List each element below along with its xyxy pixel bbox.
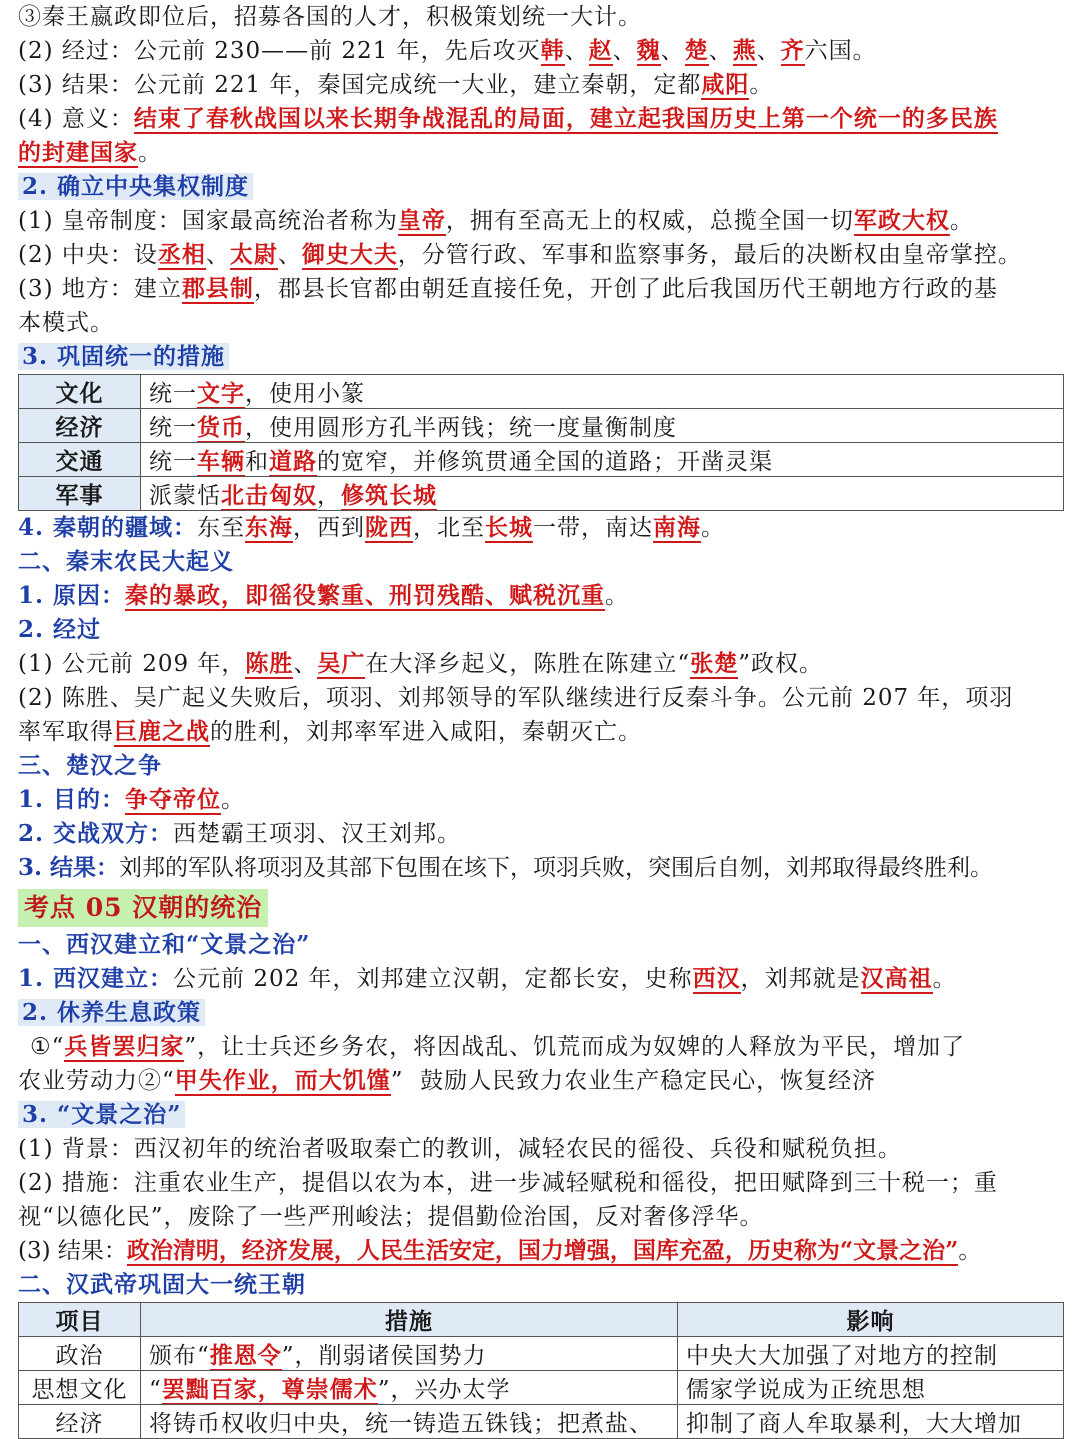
key-term: 吴广 — [317, 650, 366, 677]
key-term: 推恩令 — [209, 1342, 282, 1369]
key-term: 甲失作业，而大饥馑 — [174, 1067, 391, 1094]
key-term: 北击匈奴 — [221, 482, 317, 509]
key-term: 巨鹿之战 — [114, 718, 210, 745]
text-line: 本模式。 — [18, 310, 114, 336]
text-line: (3) 结果：政治清明，经济发展，人民生活安定，国力增强，国库充盈，历史称为“文景之治”。 — [18, 1237, 982, 1264]
section-heading: 4. 秦朝的疆域： — [18, 514, 198, 541]
table-cell: 儒家学说成为正统思想 — [678, 1371, 1064, 1405]
section-heading: 2. 经过 — [18, 616, 102, 643]
key-term: 结束了春秋战国以来长期争战混乱的局面，建立起我国历史上第一个统一的多民族 — [133, 105, 998, 132]
key-term: 政治清明，经济发展，人民生活安定，国力增强，国库充盈，历史称为“文景之治” — [126, 1237, 959, 1264]
section-heading: 3. “文景之治” — [18, 1098, 1062, 1132]
text-line: 1. 目的：争夺帝位。 — [18, 786, 246, 813]
key-term: 张楚 — [690, 650, 739, 677]
row-header: 文化 — [19, 375, 141, 409]
key-term: 韩 — [540, 37, 565, 64]
table-cell: 政治 — [19, 1337, 141, 1371]
table-cell: 统一文字，使用小篆 — [141, 375, 1064, 409]
section-heading: 3. 结果： — [18, 854, 120, 881]
key-term: 汉高祖 — [860, 965, 933, 992]
table-row — [19, 1337, 1064, 1371]
key-term: 西汉 — [692, 965, 741, 992]
section-heading: 1. 目的： — [18, 786, 126, 813]
text-line: 1. 西汉建立：公元前 202 年，刘邦建立汉朝，定都长安，史称西汉，刘邦就是汉高祖。 — [18, 965, 957, 992]
section-title: 三、楚汉之争 — [18, 752, 162, 779]
table-row — [19, 375, 1064, 409]
key-term: 南海 — [653, 514, 702, 541]
text-line: 农业劳动力②“甲失作业，而大饥馑” 鼓励人民致力农业生产稳定民心，恢复经济 — [18, 1067, 877, 1094]
table-row — [19, 1371, 1064, 1405]
key-term: 东海 — [245, 514, 294, 541]
table-cell: 统一货币，使用圆形方孔半两钱；统一度量衡制度 — [141, 409, 1064, 443]
table-cell: 派蒙恬北击匈奴，修筑长城 — [141, 477, 1064, 511]
key-term: 秦的暴政，即徭役繁重、刑罚残酷、赋税沉重 — [125, 582, 606, 609]
row-header: 交通 — [19, 443, 141, 477]
table-row — [19, 443, 1064, 477]
key-term: 魏 — [636, 37, 661, 64]
key-term: 咸阳 — [701, 71, 750, 98]
key-term: 文字 — [197, 380, 245, 407]
section-heading: 1. 原因： — [18, 582, 126, 609]
table-cell: 抑制了商人牟取暴利，大大增加 — [678, 1405, 1064, 1439]
text-line: (2) 措施：注重农业生产，提倡以农为本，进一步减轻赋税和徭役，把田赋降到三十税一；重 — [18, 1170, 998, 1196]
key-term: 罢黜百家，尊崇儒术 — [161, 1376, 378, 1403]
key-term: 长城 — [485, 514, 534, 541]
table-cell: 思想文化 — [19, 1371, 141, 1405]
text-line: (1) 背景：西汉初年的统治者吸取秦亡的教训，减轻农民的徭役、兵役和赋税负担。 — [18, 1136, 902, 1162]
key-term: 楚 — [684, 37, 709, 64]
emperor-wu-table — [18, 1302, 1064, 1439]
key-term: 太尉 — [229, 241, 278, 268]
table-row — [19, 477, 1064, 511]
text-line: 3. 结果：刘邦的军队将项羽及其部下包围在垓下，项羽兵败，突围后自刎，刘邦取得最终胜利。 — [18, 854, 994, 881]
key-term: 军政大权 — [853, 207, 950, 234]
text-line: 4. 秦朝的疆域：东至东海，西到陇西，北至长城一带，南达南海。 — [18, 514, 726, 541]
section-heading: 3. 巩固统一的措施 — [18, 340, 1062, 374]
text-line: ③秦王嬴政即位后，招募各国的人才，积极策划统一大计。 — [18, 4, 642, 30]
key-term: 货币 — [197, 414, 245, 441]
column-header: 影响 — [678, 1303, 1064, 1337]
section-heading: 2. 休养生息政策 — [18, 996, 1062, 1030]
text-line: (1) 公元前 209 年，陈胜、吴广在大泽乡起义，陈胜在陈建立“张楚”政权。 — [18, 650, 823, 677]
text-line: (2) 陈胜、吴广起义失败后，项羽、刘邦领导的军队继续进行反秦斗争。公元前 207 年，项羽 — [18, 685, 1014, 711]
topic-heading: 考点 05 汉朝的统治 — [18, 885, 1062, 928]
column-header: 措施 — [141, 1303, 678, 1337]
key-term: 郡县制 — [181, 275, 254, 302]
text-line: 视“以德化民”，废除了一些严刑峻法；提倡勤俭治国，反对奢侈浮华。 — [18, 1204, 764, 1230]
section-title: 二、秦末农民大起义 — [18, 548, 234, 575]
table-cell: 经济 — [19, 1405, 141, 1439]
table-cell: 将铸币权收归中央，统一铸造五铢钱；把煮盐、 — [141, 1405, 678, 1439]
text-line: (3) 结果：公元前 221 年，秦国完成统一大业，建立秦朝，定都咸阳。 — [18, 71, 774, 98]
table-cell: 中央大大加强了对地方的控制 — [678, 1337, 1064, 1371]
key-term: 陈胜 — [245, 650, 294, 677]
measures-table — [18, 374, 1064, 511]
text-line: ①“兵皆罢归家”，让士兵还乡务农，将因战乱、饥荒而成为奴婢的人释放为平民，增加了 — [30, 1033, 966, 1060]
text-line: (2) 中央：设丞相、太尉、御史大夫，分管行政、军事和监察事务，最后的决断权由皇帝掌控。 — [18, 241, 1022, 268]
section-heading: 1. 西汉建立： — [18, 965, 174, 992]
row-header: 军事 — [19, 477, 141, 511]
text-line: (4) 意义：结束了春秋战国以来长期争战混乱的局面，建立起我国历史上第一个统一的多民族 — [18, 105, 998, 132]
key-term: 修筑长城 — [341, 482, 437, 509]
text-line: (1) 皇帝制度：国家最高统治者称为皇帝，拥有至高无上的权威，总揽全国一切军政大权。 — [18, 207, 974, 234]
table-header-row — [19, 1303, 1064, 1337]
table-cell: “罢黜百家，尊崇儒术”，兴办太学 — [141, 1371, 678, 1405]
key-term: 赵 — [588, 37, 613, 64]
row-header: 经济 — [19, 409, 141, 443]
key-term: 御史大夫 — [301, 241, 398, 268]
text-line: (2) 经过：公元前 230——前 221 年，先后攻灭韩、赵、魏、楚、燕、齐六国。 — [18, 37, 877, 64]
key-term: 齐 — [780, 37, 805, 64]
table-row — [19, 409, 1064, 443]
key-term: 皇帝 — [397, 207, 446, 234]
section-heading: 2. 确立中央集权制度 — [18, 170, 1062, 204]
table-row — [19, 1405, 1064, 1439]
key-term: 道路 — [269, 448, 317, 475]
text-line: 1. 原因：秦的暴政，即徭役繁重、刑罚残酷、赋税沉重。 — [18, 582, 630, 609]
section-heading: 2. 交战双方： — [18, 820, 174, 847]
text-line: 2. 交战双方：西楚霸王项羽、汉王刘邦。 — [18, 820, 462, 847]
text-line: (3) 地方：建立郡县制，郡县长官都由朝廷直接任免，开创了此后我国历代王朝地方行政的基 — [18, 275, 998, 302]
text-line: 率军取得巨鹿之战的胜利，刘邦率军进入咸阳，秦朝灭亡。 — [18, 718, 642, 745]
section-title: 一、西汉建立和“文景之治” — [18, 931, 311, 958]
key-term: 燕 — [732, 37, 757, 64]
key-term: 兵皆罢归家 — [64, 1033, 185, 1060]
section-title: 二、汉武帝巩固大一统王朝 — [18, 1271, 306, 1298]
key-term: 陇西 — [365, 514, 414, 541]
table-cell: 颁布“推恩令”，削弱诸侯国势力 — [141, 1337, 678, 1371]
key-term: 车辆 — [197, 448, 245, 475]
key-term: 争夺帝位 — [125, 786, 222, 813]
text-line: 的封建国家。 — [18, 139, 162, 166]
key-term: 丞相 — [157, 241, 206, 268]
key-term: 的封建国家 — [18, 139, 138, 166]
table-cell: 统一车辆和道路的宽窄，并修筑贯通全国的道路；开凿灵渠 — [141, 443, 1064, 477]
column-header: 项目 — [19, 1303, 141, 1337]
